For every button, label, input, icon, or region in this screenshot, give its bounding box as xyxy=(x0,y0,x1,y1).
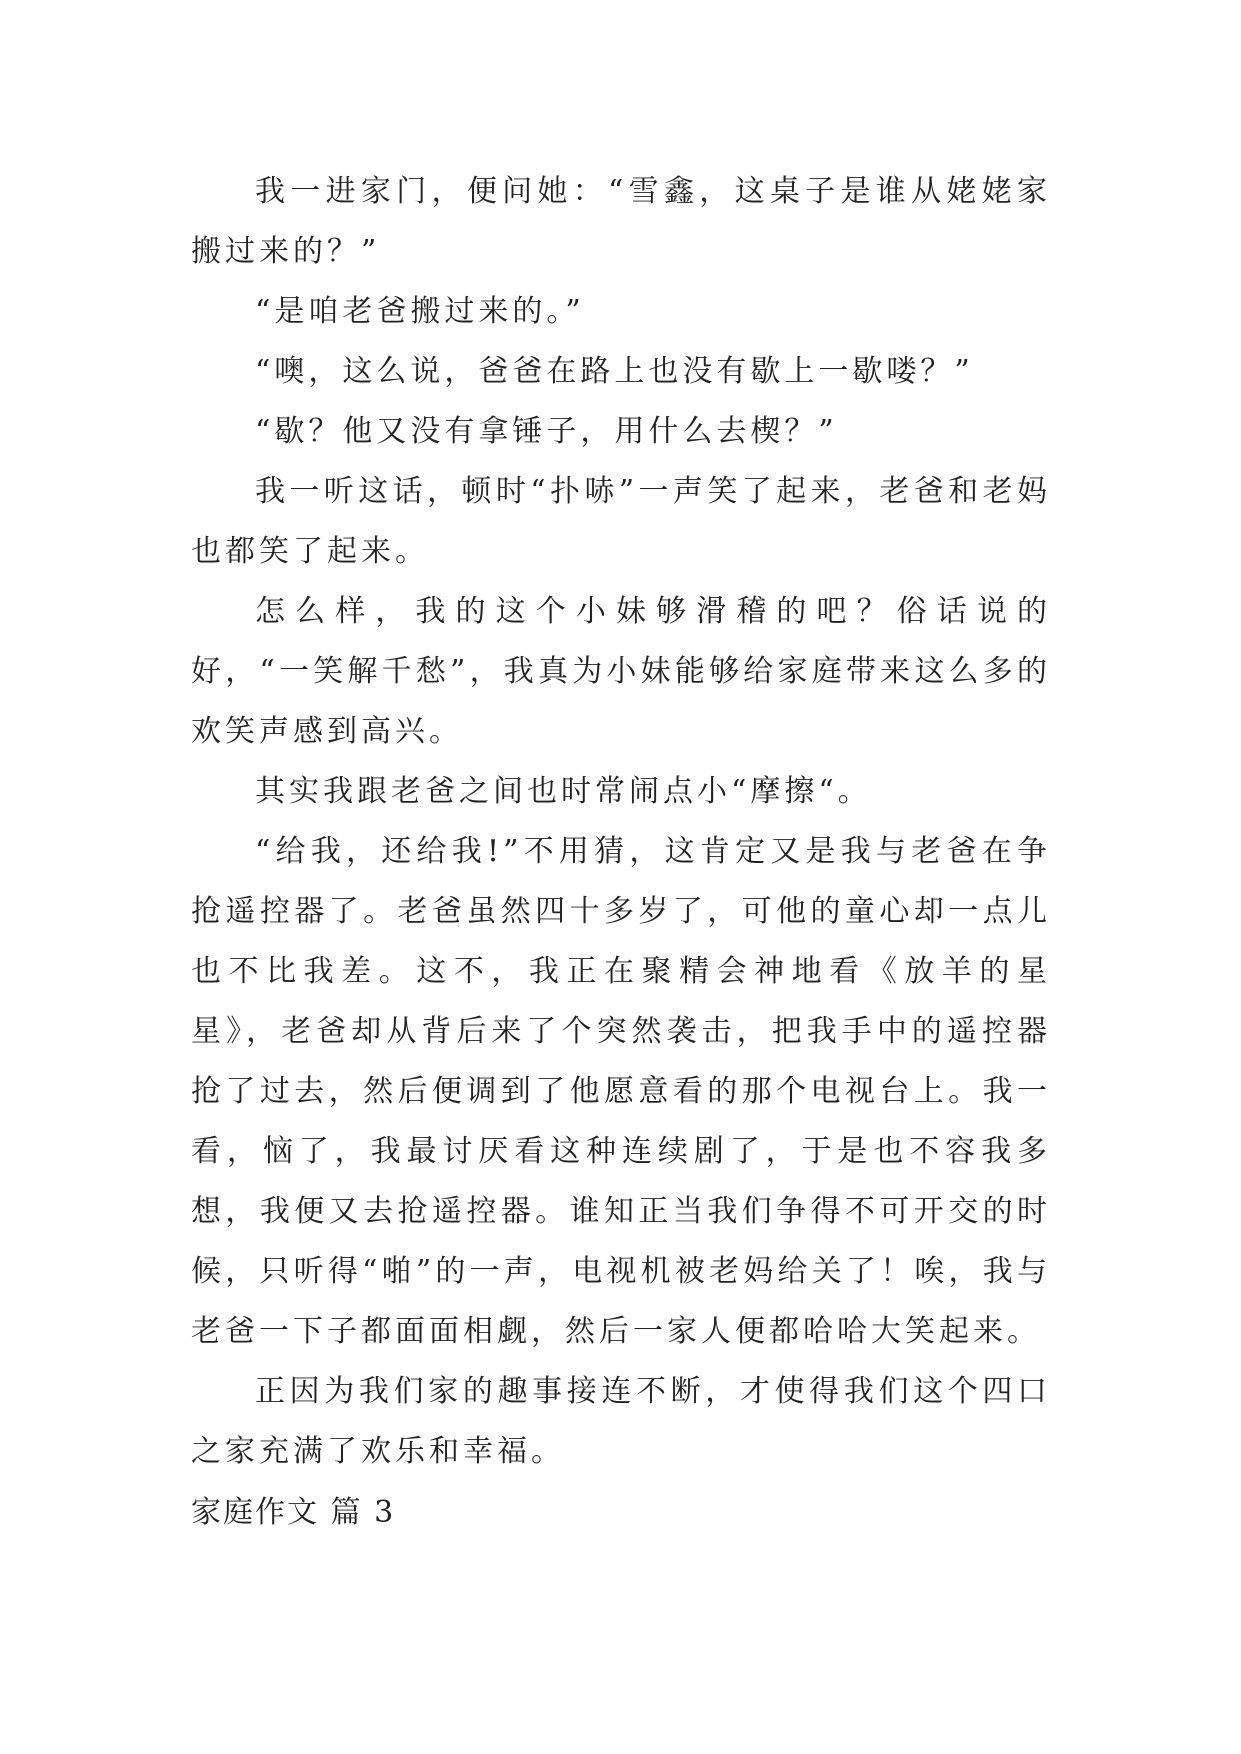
paragraph-reply: “是咱老爸搬过来的。” xyxy=(255,294,585,329)
paragraph-question: 我一进家门，便问她：“雪鑫，这桌子是谁从姥姥家搬过来的？” xyxy=(191,174,1051,269)
paragraph-laughter: 我一听这话，顿时“扑哧”一声笑了起来，老爸和老妈也都笑了起来。 xyxy=(191,474,1051,569)
paragraph-follow-up: “噢，这么说，爸爸在路上也没有歇上一歇喽？” xyxy=(255,354,974,389)
paragraph-friction: 其实我跟老爸之间也时常闹点小“摩擦“。 xyxy=(255,774,872,809)
paragraph-reflection: 怎么样，我的这个小妹够滑稽的吧？俗话说的好，“一笑解千愁”，我真为小妹能够给家庭带来这么多的欢笑声感到高兴。 xyxy=(191,594,1051,749)
section-heading: 家庭作文 篇 3 xyxy=(191,1495,396,1530)
paragraph-conclusion: 正因为我们家的趣事接连不断，才使得我们这个四口之家充满了欢乐和幸福。 xyxy=(191,1374,1051,1469)
paragraph-remote-control-story: “给我，还给我!”不用猜，这肯定又是我与老爸在争抢遥控器了。老爸虽然四十多岁了，可他的童心却一点儿也不比我差。这不，我正在聚精会神地看《放羊的星星》，老爸却从背后来了个突然袭击，把我手中的遥控器抢了过去，然后便调到了他愿意看的那个电视台上。我一看，恼了，我最讨厌看这种连续剧了，于是也不容我多想，我便又去抢遥控器。谁知正当我们争得不可开交的时候，只听得“啪”的一声，电视机被老妈给关了！唉，我与老爸一下子都面面相觑，然后一家人便都哈哈大笑起来。 xyxy=(191,834,1051,1349)
document-body xyxy=(191,162,1051,1482)
paragraph-answer: “歇？他又没有拿锤子，用什么去楔？” xyxy=(255,414,838,449)
